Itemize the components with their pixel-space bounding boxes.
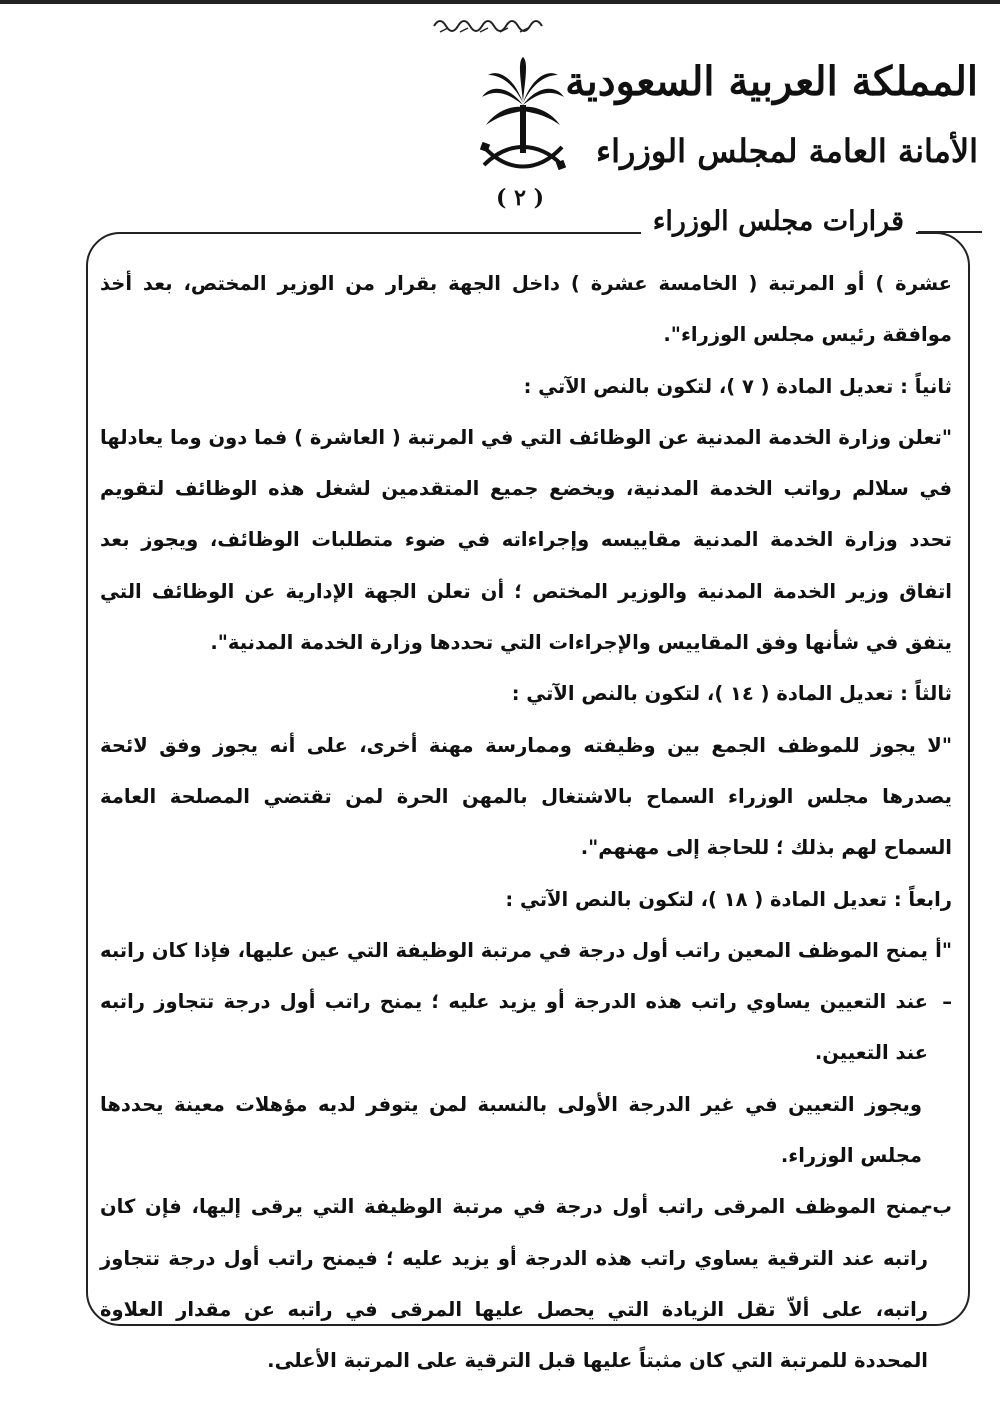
list-item-a	[100, 925, 952, 1079]
section-heading-second: ثانياً : تعديل المادة ( ٧ )، لتكون بالنص الآتي :	[523, 374, 952, 398]
document-body	[100, 258, 952, 1387]
list-item-b	[100, 1181, 952, 1386]
item-b-marker: ب-	[924, 1195, 952, 1219]
kingdom-title: المملكة العربية السعودية	[565, 58, 978, 105]
item-a-extra-text: ويجوز التعيين في غير الدرجة الأولى بالنسبة لمن يتوفر لديه مؤهلات معينة يحددها مجلس الوزراء.	[100, 1092, 922, 1168]
top-border-rule	[0, 0, 1000, 4]
section-text-second: "تعلن وزارة الخدمة المدنية عن الوظائف التي في المرتبة ( العاشرة ) فما دون وما يعادلها في سلالم رواتب الخدمة المدنية، ويخضع جميع المتقدمين لشغل هذه الوظائف لتقويم تحدد وزارة الخدمة المدنية مقاييسه وإجراءاته في ضوء متطلبات الوظائف، ويجوز بعد اتفاق وزير الخدمة المدنية والوزير المختص ؛ أن تعلن الجهة الإدارية عن الوظائف التي يتفق في شأنها وفق المقاييس والإجراءات التي تحددها وزارة الخدمة المدنية".	[100, 425, 952, 655]
page-number: ( ٢ )	[496, 185, 544, 211]
item-b-text: يمنح الموظف المرقى راتب أول درجة في مرتبة الوظيفة التي يرقى إليها، فإن كان راتبه عند الترقية يساوي راتب هذه الدرجة أو يزيد عليه ؛ فيمنح راتب أول درجة تتجاوز راتبه، على ألاّ تقل الزيادة التي يحصل عليها المرقى في راتبه عن مقدار العلاوة المحددة للمرتبة التي كان مثبتاً عليها قبل الترقية على المرتبة الأعلى.	[100, 1195, 928, 1373]
frame-label-dash	[918, 231, 982, 233]
secretariat-title: الأمانة العامة لمجلس الوزراء	[596, 132, 978, 170]
saudi-emblem-icon	[478, 55, 568, 185]
section-heading-third: ثالثاً : تعديل المادة ( ١٤ )، لتكون بالنص الآتي :	[511, 682, 952, 706]
item-a-text: يمنح الموظف المعين راتب أول درجة في مرتبة الوظيفة التي عين عليها، فإذا كان راتبه عند التعيين يساوي راتب هذه الدرجة أو يزيد عليه ؛ يمنح راتب أول درجة تتجاوز راتبه عند التعيين.	[100, 938, 928, 1065]
section-heading-fourth: رابعاً : تعديل المادة ( ١٨ )، لتكون بالنص الآتي :	[505, 887, 952, 911]
intro-paragraph: عشرة ) أو المرتبة ( الخامسة عشرة ) داخل الجهة بقرار من الوزير المختص، بعد أخذ موافقة رئيس مجلس الوزراء".	[100, 272, 952, 347]
item-a-marker: "أ –	[935, 938, 952, 1014]
section-text-third: "لا يجوز للموظف الجمع بين وظيفته وممارسة مهنة أخرى، على أنه يجوز وفق لائحة يصدرها مجلس الوزراء السماح بالاشتغال بالمهن الحرة لمن تقتضي المصلحة العامة السماح لهم بذلك ؛ للحاجة إلى مهنهم".	[100, 733, 952, 860]
top-handwritten-mark	[430, 8, 560, 38]
frame-label: قرارات مجلس الوزراء	[641, 206, 916, 237]
